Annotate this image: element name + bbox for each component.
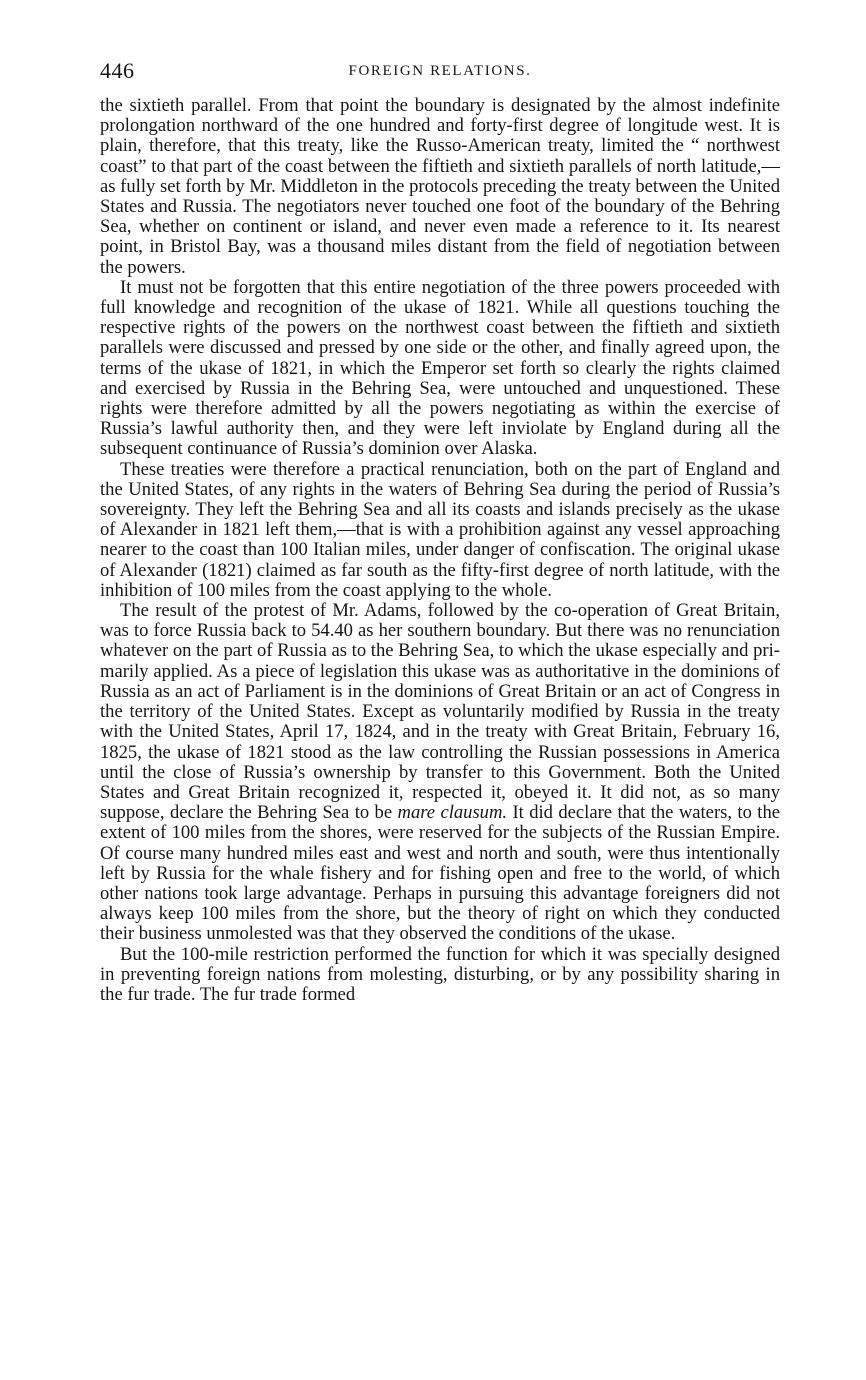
paragraph-2: It must not be forgotten that this entire negotiation of the three powers proceeded with full knowledge and recognition of the ukase of 1821. While all questions touching the respective rights of the powers on the northwest coast between the fiftieth and sixtieth parallels were discussed and pressed by one side or the other, and finally agreed upon, the terms of the ukase of 1821, in which the Emperor set forth so clearly the rights claimed and exercised by Russia in the Behring Sea, were untouched and unquestioned. These rights were therefore admitted by all the powers negotiating as within the exercise of Russia’s lawful authority then, and they were left inviolate by England during all the subsequent continuance of Russia’s dominion over Alaska. xyxy=(100,276,780,460)
paragraph-4-italic-phrase: mare clausum. xyxy=(397,802,508,824)
running-title: FOREIGN RELATIONS. xyxy=(348,63,532,79)
paragraph-4 xyxy=(100,601,780,944)
paragraph-4-text-before: The result of the protest of Mr. Adams, followed by the co-operation of Great Britain, was to force Russia back to 54.40 as her southern boundary. But there was no renunciation whatever on the part of Russia as to the Behring Sea, to which the ukase especially and primarily applied. As a piece of legislation this ukase was as authoritative in the dominions of Russia as an act of Parliament is in the dominions of Great Britain or an act of Congress in the territory of the United States. Except as voluntarily modified by Russia in the treaty with the United States, April 17, 1824, and in the treaty with Great Britain, February 16, 1825, the ukase of 1821 stood as the law controlling the Russian possessions in America until the close of Russia’s ownership by transfer to this Government. Both the United States and Great Britain recognized it, respected it, obeyed it. It did not, as so many suppose, declare the Behring Sea to be xyxy=(100,600,780,824)
paragraph-5: But the 100-mile restriction performed the function for which it was specially designed in preventing foreign nations from molesting, disturbing, or by any possibility sharing in the fur trade. The fur trade formed xyxy=(100,943,780,1005)
body-text xyxy=(100,96,780,1005)
paragraph-4-text-after: It did declare that the waters, to the extent of 100 miles from the shores, were reserved for the subjects of the Russian Empire. Of course many hundred miles east and west and north and south, were thus intentionally left by Russia for the whale fishery and for fishing open and free to the world, of which other nations took large advantage. Perhaps in pursuing this advantage foreigners did not always keep 100 miles from the shore, but the theory of right on which they conducted their business unmolested was that they observed the conditions of the ukase. xyxy=(100,802,780,945)
document-page xyxy=(100,58,780,1005)
paragraph-1: the sixtieth parallel. From that point the boundary is designated by the almost indefinite prolongation northward of the one hundred and forty-first degree of longitude west. It is plain, therefore, that this treaty, like the Russo-American treaty, limited the “ northwest coast” to that part of the coast between the fiftieth and sixtieth parallels of north latitude,—as fully set forth by Mr. Middleton in the protocols preceding the treaty between the United States and Russia. The negotiators never touched one foot of the boundary of the Behring Sea, whether on continent or island, and never even made a reference to it. Its nearest point, in Bristol Bay, was a thousand miles distant from the field of negotiation between the powers. xyxy=(100,95,780,278)
page-number: 446 xyxy=(100,58,135,83)
paragraph-3: These treaties were therefore a practical renunciation, both on the part of England and the United States, of any rights in the waters of Behring Sea during the period of Russia’s sovereignty. They left the Behring Sea and all its coasts and islands precisely as the ukase of Alexander in 1821 left them,—that is with a prohibition against any vessel approaching nearer to the coast than 100 Italian miles, under danger of confiscation. The original ukase of Alexander (1821) claimed as far south as the fifty-first degree of north latitude, with the inhibition of 100 miles from the coast applying to the whole. xyxy=(100,458,780,601)
running-head xyxy=(100,58,780,88)
